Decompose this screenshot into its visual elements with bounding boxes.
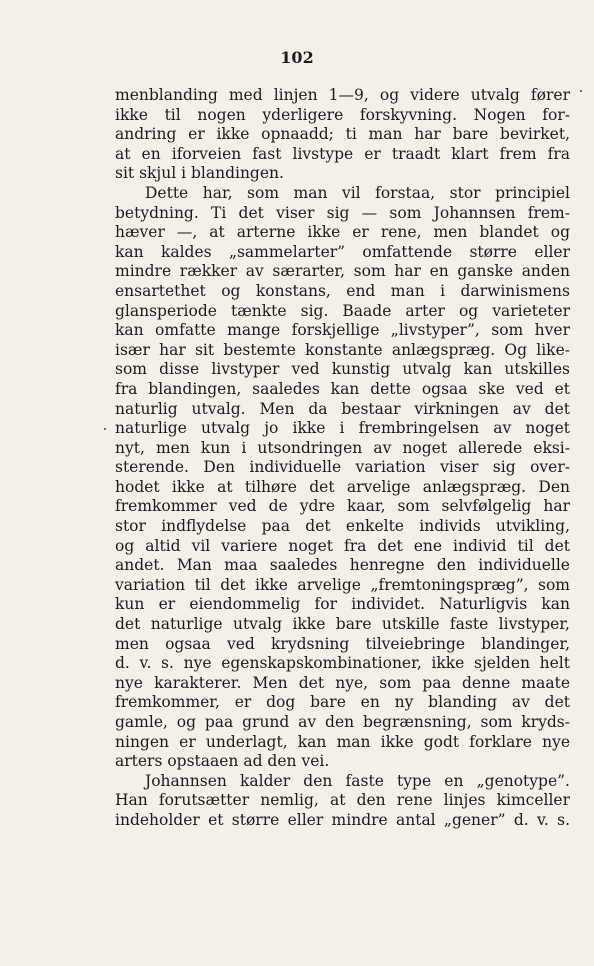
text-line: glansperiode tænkte sig. Baade arter og varieteter	[115, 301, 570, 320]
body-text	[115, 86, 570, 831]
text-line: indeholder et større eller mindre antal „gener” d. v. s.	[115, 810, 570, 829]
text-line: fremkommer, er dog bare en ny blanding av det	[115, 693, 570, 712]
text-line: men ogsaa ved krydsning tilveiebringe blandinger,	[115, 634, 570, 653]
text-line: kan kaldes „sammelarter” omfattende større eller	[115, 242, 570, 261]
text-line: fremkommer ved de ydre kaar, som selvfølgelig har	[115, 497, 570, 516]
text-line: at en iforveien fast livstype er traadt klart frem fra	[115, 144, 570, 163]
text-line: kan omfatte mange forskjellige „livstyper”, som hver	[115, 321, 570, 340]
page-number: 102	[280, 48, 314, 67]
text-line: ningen er underlagt, kan man ikke godt forklare nye	[115, 732, 570, 751]
text-line: menblanding med linjen 1—9, og videre utvalg fører	[115, 86, 570, 104]
text-line: som disse livstyper ved kunstig utvalg kan utskilles	[115, 360, 570, 379]
text-line: ensartethet og konstans, end man i darwinismens	[115, 281, 570, 300]
text-line: og altid vil variere noget fra det ene individ til det	[115, 536, 570, 555]
text-line: andet. Man maa saaledes henregne den individuelle	[115, 556, 570, 575]
ink-speck	[580, 90, 582, 92]
text-line: hæver —, at arterne ikke er rene, men blandet og	[115, 223, 570, 242]
text-line: naturlig utvalg. Men da bestaar virkningen av det	[115, 399, 570, 418]
text-line: variation til det ikke arvelige „fremtoningspræg”, som	[115, 575, 570, 594]
text-line: fra blandingen, saaledes kan dette ogsaa ske ved et	[115, 379, 570, 398]
text-line: ikke til nogen yderligere forskyvning. Nogen for-	[115, 105, 570, 124]
text-line: Dette har, som man vil forstaa, stor principiel	[145, 183, 570, 202]
text-line: naturlige utvalg jo ikke i frembringelsen av noget	[115, 419, 570, 438]
text-line: det naturlige utvalg ikke bare utskille faste livstyper,	[115, 615, 570, 634]
text-line: især har sit bestemte konstante anlægspræg. Og like-	[115, 340, 570, 359]
text-line: arters opstaaen ad den vei.	[115, 752, 330, 771]
text-line: kun er eiendommelig for individet. Naturligvis kan	[115, 595, 570, 614]
text-line: sterende. Den individuelle variation viser sig over-	[115, 458, 570, 477]
text-line: betydning. Ti det viser sig — som Johannsen frem-	[115, 203, 570, 222]
ink-speck	[104, 428, 106, 430]
text-line: nye karakterer. Men det nye, som paa denne maate	[115, 673, 570, 692]
text-line: Han forutsætter nemlig, at den rene linjes kimceller	[115, 791, 570, 810]
text-line: gamle, og paa grund av den begrænsning, som kryds-	[115, 713, 570, 731]
text-line: Johannsen kalder den faste type en „genotype”.	[145, 771, 570, 790]
text-line: hodet ikke at tilhøre det arvelige anlægspræg. Den	[115, 477, 570, 496]
text-line: nyt, men kun i utsondringen av noget allerede eksi-	[115, 438, 570, 457]
text-line: d. v. s. nye egenskapskombinationer, ikke sjelden helt	[115, 654, 570, 673]
text-line: mindre rækker av særarter, som har en ganske anden	[115, 262, 570, 281]
text-line: sit skjul i blandingen.	[115, 164, 284, 183]
text-line: andring er ikke opnaadd; ti man har bare bevirket,	[115, 125, 570, 144]
text-line: stor indflydelse paa det enkelte individs utvikling,	[115, 517, 570, 536]
